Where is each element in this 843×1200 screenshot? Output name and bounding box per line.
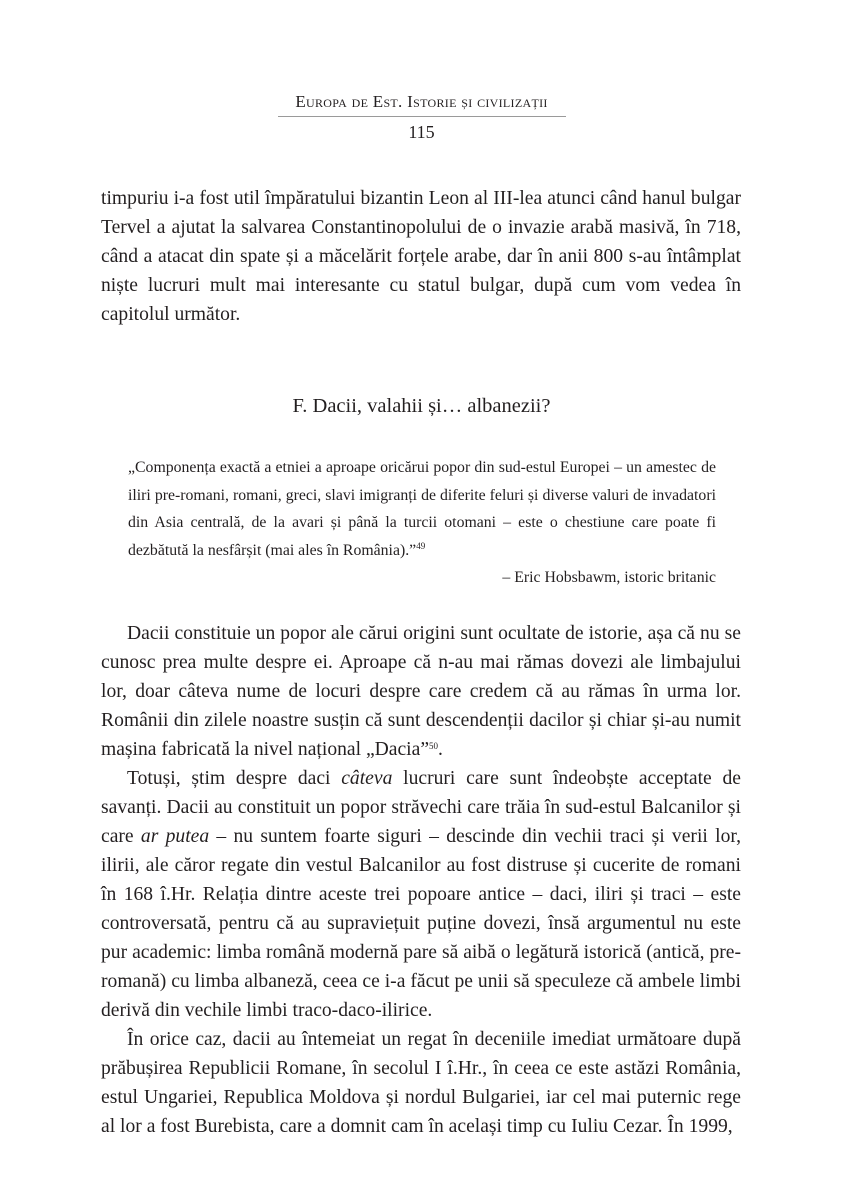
epigraph-quote-text: „Componența exactă a etniei a aproape oricărui popor din sud-estul Europei – un amestec de iliri pre-romani, romani, greci, slavi imigranți de diferite feluri și diverse valuri de invadatori din Asia centrală, de la avari și până la turcii otomani – este o chestiune care poate fi dezbătută la nesfârșit (mai ales în România).” [128, 459, 716, 559]
paragraph-text: În orice caz, dacii au întemeiat un regat în deceniile imediat următoare după prăbușirea Republicii Romane, în secolul I î.Hr., în ceea ce este astăzi România, estul Ungariei, Republica Moldova și nordul Bulgariei, iar cel mai puternic rege al lor a fost Burebista, care a domnit cam în același timp cu Iuliu Cezar. În 1999, [101, 1029, 741, 1137]
section-heading: F. Dacii, valahii și… albanezii? [292, 395, 551, 417]
running-title: Europa de Est. Istorie și civilizații [278, 92, 566, 117]
footnote-ref[interactable]: 49 [416, 540, 426, 551]
paragraph-text: Dacii constituie un popor ale cărui origini sunt ocultate de istorie, așa că nu se cunosc prea multe despre ei. Aproape că n-au mai rămas dovezi ale limbajului lor, doar câteva nume de locuri despre care credem că au rămas în urma lor. Românii din zilele noastre susțin că sunt descendenții dacilor și chiar și-au numit mașina fabricată la nivel național „Dacia” [101, 623, 741, 760]
main-text [101, 619, 741, 1141]
epigraph [128, 454, 716, 592]
paragraph [101, 1025, 741, 1141]
paragraph [101, 764, 741, 1025]
paragraph-text: timpuriu i-a fost util împăratului bizantin Leon al III-lea atunci când hanul bulgar Tervel a ajutat la salvarea Constantinopolului de o invazie arabă masivă, în 718, când a atacat din spate și a măcelărit forțele arabe, dar în anii 800 s-au întâmplat niște lucruri mult mai interesante cu statul bulgar, după cum vom vedea în capitolul următor. [101, 188, 741, 325]
paragraph [101, 619, 741, 764]
footnote-ref[interactable]: 50 [429, 741, 439, 751]
paragraph-tail: . [438, 739, 443, 760]
paragraph-text: Totuși, știm despre daci [127, 768, 342, 789]
running-head [0, 92, 843, 143]
page-number: 115 [408, 122, 435, 142]
paragraph-text: – nu suntem foarte siguri – descinde din vechii traci și verii lor, ilirii, ale căror regate din vestul Balcanilor au fost distruse și cucerite de romani în 168 î.Hr. Relația dintre aceste trei popoare antice – daci, iliri și traci – este controversată, pentru că au supraviețuit puține dovezi, însă argumentul nu este pur academic: limba română modernă pare să aibă o legătură istorică (antică, pre-romană) cu limba albaneză, ceea ce i-a făcut pe unii să speculeze că ambele limbi derivă din vechile limbi traco-daco-ilirice. [101, 826, 742, 1021]
paragraph-text: lucruri care sunt îndeobște acceptate de savanți. Dacii au constituit un popor străvechi care trăia în sud-estul Balcanilor și care [101, 768, 741, 847]
opening-paragraph [101, 184, 741, 329]
epigraph-quote [128, 454, 716, 564]
epigraph-attribution: – Eric Hobsbawm, istoric britanic [502, 569, 716, 586]
emphasis: câteva [341, 768, 393, 789]
emphasis: ar putea [140, 826, 210, 847]
